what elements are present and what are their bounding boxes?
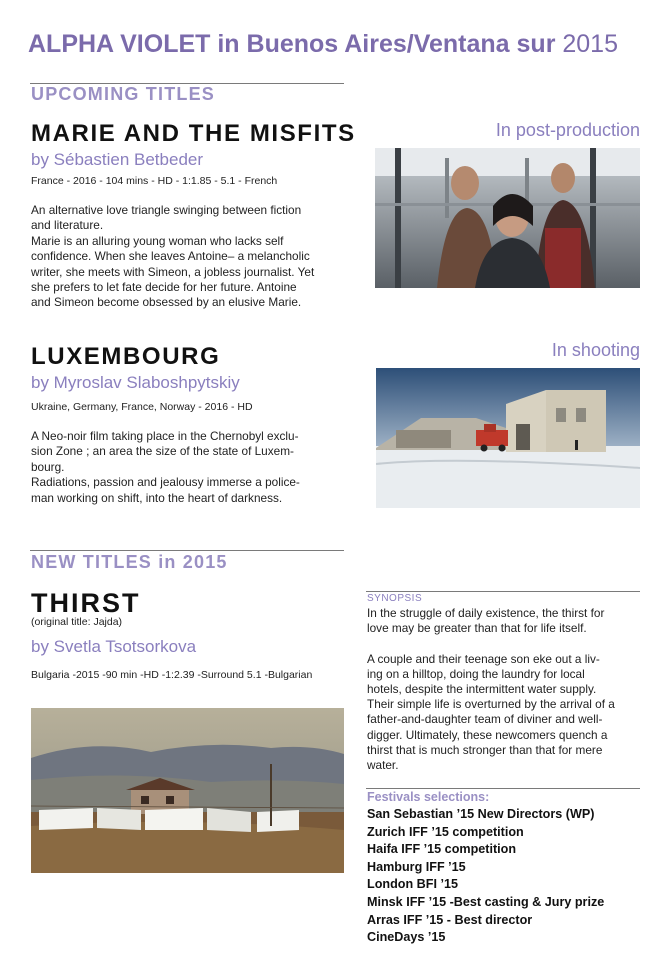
film-title-marie: MARIE AND THE MISFITS [31,120,356,147]
film-still-marie [375,148,640,288]
synopsis-line: An alternative love triangle swinging between fiction [31,203,302,217]
film-specs-thirst: Bulgaria -2015 -90 min -HD -1:2.39 -Surround 5.1 -Bulgarian [31,669,313,681]
film-still-thirst [31,708,344,873]
synopsis-line: sion Zone ; an area the size of the state of Luxem- [31,444,294,459]
upcoming-heading: UPCOMING TITLES [31,84,215,104]
synopsis-line: and Simeon become obsessed by an elusive Marie. [31,295,302,310]
film-title-thirst: THIRST [31,588,141,618]
synopsis-line: Their simple life is overturned by the arrival of a [367,697,615,712]
film-synopsis-marie [31,203,351,311]
status-badge-luxembourg: In shooting [551,340,640,360]
synopsis-line: father-and-daughter team of diviner and well- [367,712,603,727]
film-specs-luxembourg: Ukraine, Germany, France, Norway - 2016 - HD [31,401,253,413]
festival-item: CineDays ’15 [367,930,446,945]
synopsis-divider [366,591,640,592]
film-director-luxembourg: by Myroslav Slaboshpytskiy [31,373,240,392]
festival-item: Zurich IFF ’15 competition [367,824,524,839]
synopsis-line: thirst that is much stronger than that for mere [367,742,603,757]
film-director-thirst: by Svetla Tsotsorkova [31,637,197,656]
synopsis-line: ing on a hilltop, doing the laundry for local [367,666,585,681]
film-specs-marie: France - 2016 - 104 mins - HD - 1:1.85 - 5.1 - French [31,175,278,187]
synopsis-line: writer, she meets with Simeon, a jobless journalist. Yet [31,264,315,279]
synopsis-line: Marie is an alluring young woman who lacks self [31,233,284,248]
festival-item: San Sebastian ’15 New Directors (WP) [367,807,595,821]
page-title-year: 2015 [562,30,618,58]
synopsis-line: bourg. [31,459,65,474]
synopsis-line: confidence. When she leaves Antoine– a melancholic [31,249,310,264]
festivals-heading: Festivals selections: [367,790,490,804]
synopsis-line: hotels, despite the intermittent water supply. [367,682,597,696]
film-title-luxembourg: LUXEMBOURG [31,343,221,370]
synopsis-line: Radiations, passion and jealousy immerse a police- [31,475,300,490]
status-badge-marie: In post-production [495,120,640,140]
synopsis-label: SYNOPSIS [367,593,423,604]
festival-item: Hamburg IFF ’15 [367,859,466,874]
festival-item: Arras IFF ’15 - Best director [367,912,533,927]
festival-item: Minsk IFF ’15 -Best casting & Jury prize [367,894,605,909]
synopsis-line: A couple and their teenage son eke out a liv- [367,651,600,666]
film-director-marie: by Sébastien Betbeder [31,150,204,169]
film-synopsis-thirst [367,606,641,773]
synopsis-line: digger. Ultimately, these newcomers quench a [367,727,608,742]
festivals-divider [366,788,640,789]
page-title [28,30,618,59]
synopsis-line: and literature. [31,218,104,233]
synopsis-line [367,636,641,651]
page-title-text: ALPHA VIOLET in Buenos Aires/Ventana sur [28,30,556,58]
synopsis-line: water. [367,758,399,773]
synopsis-line: man working on shift, into the heart of darkness. [31,490,283,505]
film-still-luxembourg [376,368,640,508]
synopsis-line: A Neo-noir film taking place in the Chernobyl exclu- [31,429,299,443]
festivals-list [367,806,604,947]
festival-item: Haifa IFF ’15 competition [367,842,517,857]
new-titles-heading: NEW TITLES in 2015 [31,552,228,572]
film-original-title: (original title: Jajda) [31,616,123,628]
synopsis-line: In the struggle of daily existence, the thirst for [367,606,605,620]
section-divider [30,550,344,551]
synopsis-line: she prefers to let fate decide for her future. Antoine [31,280,297,295]
synopsis-line: love may be greater than that for life itself. [367,621,587,636]
film-synopsis-luxembourg [31,429,351,506]
festival-item: London BFI ’15 [367,877,458,892]
